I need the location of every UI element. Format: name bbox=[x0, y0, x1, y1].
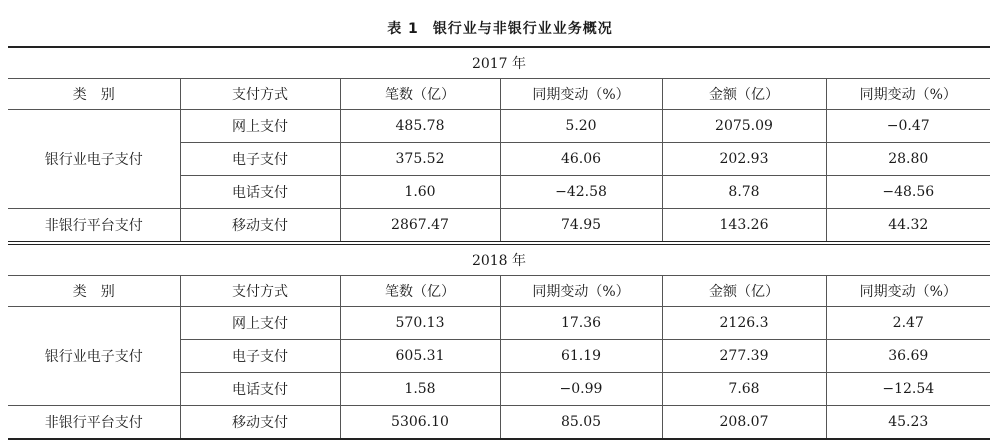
header-row bbox=[8, 79, 990, 110]
method-cell: 电话支付 bbox=[180, 176, 340, 209]
count-change-cell: 61.19 bbox=[500, 340, 662, 373]
amount-change-cell: 45.23 bbox=[826, 406, 990, 440]
amount-change-cell: 2.47 bbox=[826, 307, 990, 340]
count-change-cell: 17.36 bbox=[500, 307, 662, 340]
header-count-change: 同期变动（%） bbox=[500, 79, 662, 110]
amount-cell: 2075.09 bbox=[662, 110, 826, 143]
header-count-change: 同期变动（%） bbox=[500, 276, 662, 307]
amount-change-cell: 36.69 bbox=[826, 340, 990, 373]
count-change-cell: 74.95 bbox=[500, 209, 662, 244]
table-row bbox=[8, 406, 990, 440]
amount-cell: 202.93 bbox=[662, 143, 826, 176]
payment-table bbox=[8, 46, 990, 440]
table-row bbox=[8, 209, 990, 244]
header-method: 支付方式 bbox=[180, 79, 340, 110]
method-cell: 电子支付 bbox=[180, 143, 340, 176]
header-amount: 金额（亿） bbox=[662, 79, 826, 110]
header-row bbox=[8, 276, 990, 307]
year-label: 2017 年 bbox=[8, 47, 990, 79]
count-cell: 1.58 bbox=[340, 373, 500, 406]
method-cell: 移动支付 bbox=[180, 209, 340, 244]
table-title-text: 银行业与非银行业业务概况 bbox=[432, 21, 613, 37]
count-change-cell: −42.58 bbox=[500, 176, 662, 209]
year-row-2017 bbox=[8, 47, 990, 79]
count-change-cell: 85.05 bbox=[500, 406, 662, 440]
amount-cell: 8.78 bbox=[662, 176, 826, 209]
count-change-cell: 46.06 bbox=[500, 143, 662, 176]
header-method: 支付方式 bbox=[180, 276, 340, 307]
category-bank: 银行业电子支付 bbox=[8, 110, 180, 209]
count-cell: 375.52 bbox=[340, 143, 500, 176]
header-count: 笔数（亿） bbox=[340, 79, 500, 110]
table-row bbox=[8, 110, 990, 143]
amount-cell: 2126.3 bbox=[662, 307, 826, 340]
year-row-2018 bbox=[8, 243, 990, 276]
table-title bbox=[0, 18, 1000, 38]
count-cell: 1.60 bbox=[340, 176, 500, 209]
table-number: 表 1 bbox=[387, 21, 419, 37]
year-label: 2018 年 bbox=[8, 243, 990, 276]
count-cell: 570.13 bbox=[340, 307, 500, 340]
amount-cell: 143.26 bbox=[662, 209, 826, 244]
header-count: 笔数（亿） bbox=[340, 276, 500, 307]
count-cell: 2867.47 bbox=[340, 209, 500, 244]
count-change-cell: 5.20 bbox=[500, 110, 662, 143]
amount-cell: 208.07 bbox=[662, 406, 826, 440]
amount-change-cell: 44.32 bbox=[826, 209, 990, 244]
category-nonbank: 非银行平台支付 bbox=[8, 209, 180, 244]
amount-change-cell: −0.47 bbox=[826, 110, 990, 143]
header-category: 类 别 bbox=[8, 276, 180, 307]
amount-cell: 277.39 bbox=[662, 340, 826, 373]
count-cell: 605.31 bbox=[340, 340, 500, 373]
method-cell: 网上支付 bbox=[180, 110, 340, 143]
count-cell: 5306.10 bbox=[340, 406, 500, 440]
method-cell: 电子支付 bbox=[180, 340, 340, 373]
category-bank: 银行业电子支付 bbox=[8, 307, 180, 406]
category-nonbank: 非银行平台支付 bbox=[8, 406, 180, 440]
amount-cell: 7.68 bbox=[662, 373, 826, 406]
amount-change-cell: −48.56 bbox=[826, 176, 990, 209]
header-amount: 金额（亿） bbox=[662, 276, 826, 307]
count-cell: 485.78 bbox=[340, 110, 500, 143]
method-cell: 移动支付 bbox=[180, 406, 340, 440]
method-cell: 电话支付 bbox=[180, 373, 340, 406]
count-change-cell: −0.99 bbox=[500, 373, 662, 406]
method-cell: 网上支付 bbox=[180, 307, 340, 340]
amount-change-cell: −12.54 bbox=[826, 373, 990, 406]
header-amount-change: 同期变动（%） bbox=[826, 276, 990, 307]
header-category: 类 别 bbox=[8, 79, 180, 110]
amount-change-cell: 28.80 bbox=[826, 143, 990, 176]
table-row bbox=[8, 307, 990, 340]
header-amount-change: 同期变动（%） bbox=[826, 79, 990, 110]
